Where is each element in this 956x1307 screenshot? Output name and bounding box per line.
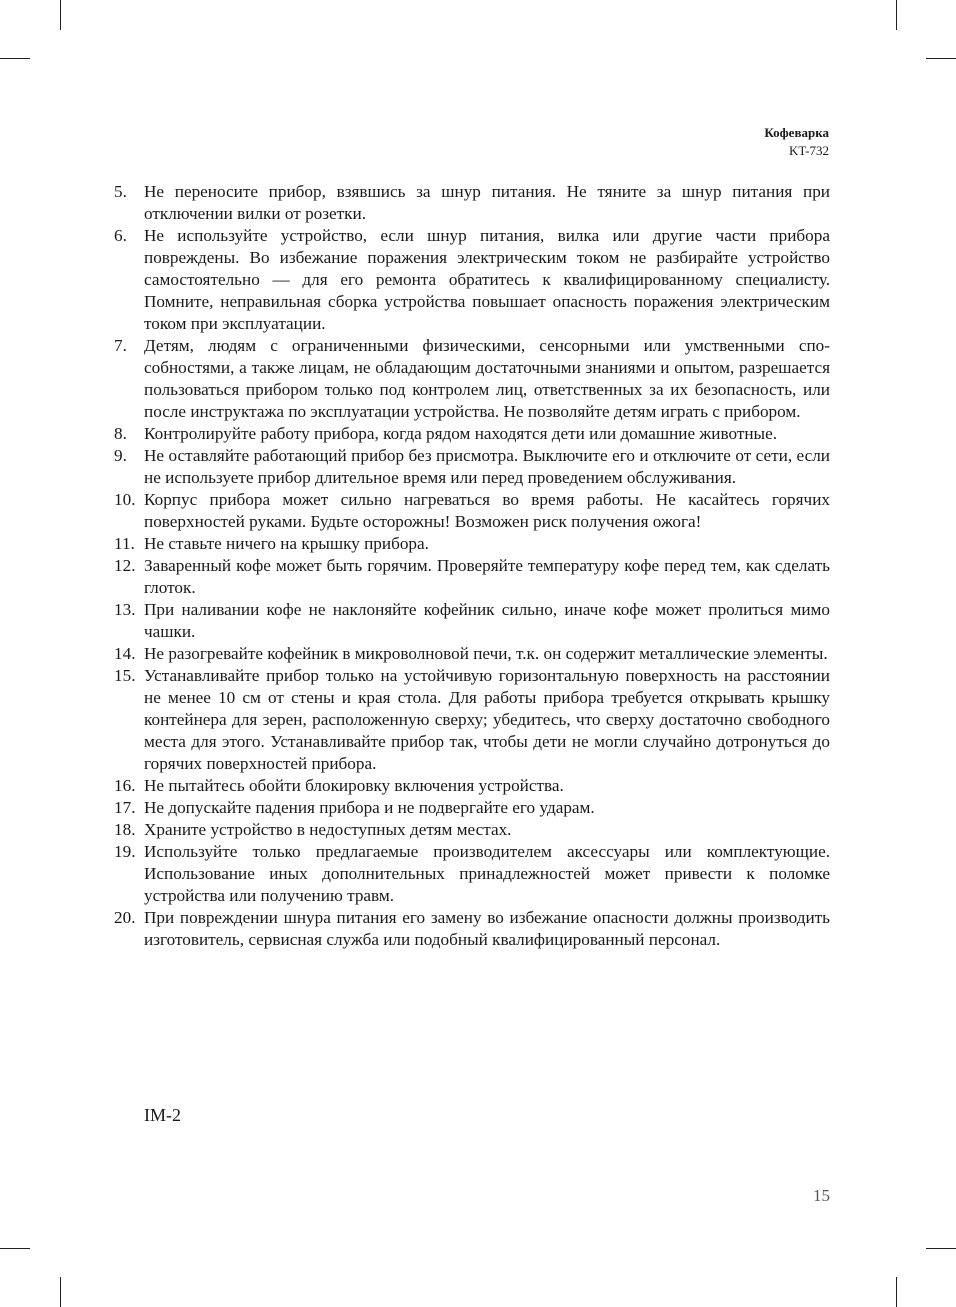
list-item <box>114 489 830 533</box>
list-item <box>114 533 830 555</box>
list-item <box>114 775 830 797</box>
list-item-text: Детям, людям с ограниченными физическими, сенсорными или умственными способностями, а также лицам, не обладающим достаточными знаниями и опытом, разрешается пользоваться прибором только под контролем лиц, ответственных за их безопасность, или после инструктажа по эксплуатации устройства. Не позволяйте детям играть с прибором. <box>144 336 830 421</box>
crop-mark-bottom-left <box>60 1277 61 1307</box>
crop-mark-right-top <box>926 58 956 59</box>
list-item-text: При повреждении шнура питания его замену во избежание опасности должны производить изготовитель, сервисная служба или подобный квалифицированный персонал. <box>144 908 830 949</box>
list-item-number: 13. <box>114 600 136 619</box>
list-item-number: 9. <box>114 446 127 465</box>
crop-mark-left-top <box>0 58 30 59</box>
list-item-text: Контролируйте работу прибора, когда рядом находятся дети или домашние животные. <box>144 424 778 443</box>
list-item <box>114 907 830 951</box>
list-item-text: Не допускайте падения прибора и не подвергайте его ударам. <box>144 798 595 817</box>
list-item-text: Не разогревайте кофейник в микроволновой печи, т.к. он содержит металлические элементы. <box>144 644 828 663</box>
list-item-text: Заваренный кофе может быть горячим. Проверяйте температуру кофе перед тем, как сделать глоток. <box>144 556 830 597</box>
list-item <box>114 225 830 335</box>
list-item <box>114 423 830 445</box>
list-item-text: Не оставляйте работающий прибор без присмотра. Выключите его и отключите от сети, если не используете прибор длительное время или перед проведением обслуживания. <box>144 446 830 487</box>
list-item-number: 10. <box>114 490 136 509</box>
list-item-text: Корпус прибора может сильно нагреваться во время работы. Не касайтесь горячих поверхностей руками. Будьте осторожны! Возможен риск получения ожога! <box>144 490 830 531</box>
list-item-number: 7. <box>114 336 127 355</box>
crop-mark-top-left <box>60 0 61 30</box>
list-item <box>114 445 830 489</box>
crop-mark-bottom-right <box>896 1277 897 1307</box>
header-model: KT-732 <box>789 143 829 158</box>
list-item-number: 14. <box>114 644 136 663</box>
list-item <box>114 797 830 819</box>
list-item-number: 5. <box>114 182 127 201</box>
crop-mark-top-right <box>896 0 897 30</box>
list-item-text: При наливании кофе не наклоняйте кофейник сильно, иначе кофе может пролиться мимо чашки. <box>144 600 830 641</box>
list-item-number: 15. <box>114 666 136 685</box>
list-item-number: 19. <box>114 842 136 861</box>
list-item-text: Храните устройство в недоступных детям местах. <box>144 820 512 839</box>
list-item <box>114 819 830 841</box>
list-item-number: 12. <box>114 556 136 575</box>
list-item <box>114 335 830 423</box>
list-item-text: Не переносите прибор, взявшись за шнур питания. Не тяните за шнур питания при отключении вилки от розетки. <box>144 182 830 223</box>
list-item <box>114 643 830 665</box>
list-item <box>114 665 830 775</box>
list-item <box>114 841 830 907</box>
document-code: IM-2 <box>144 1105 181 1125</box>
list-item-number: 18. <box>114 820 136 839</box>
list-item-text: Не используйте устройство, если шнур питания, вилка или другие части прибора повреждены. Во избежание поражения электрическим током не разбирайте устройство самостоятельно — для его ремонта обратитесь к квалифицированному специалисту. Помните, неправильная сборка устройства повышает опасность поражения электрическим током при эксплуатации. <box>144 226 830 333</box>
list-item-text: Устанавливайте прибор только на устойчивую горизонтальную поверхность на расстоянии не менее 10 см от стены и края стола. Для работы прибора требуется открывать крышку контейнера для зерен, расположенную сверху; убедитесь, что сверху достаточно свободного места для этого. Устанавливайте прибор так, чтобы дети не могли случайно дотронуться до горячих поверхностей прибора. <box>144 666 830 773</box>
header-title: Кофеварка <box>764 125 829 140</box>
list-item <box>114 555 830 599</box>
list-item-number: 6. <box>114 226 127 245</box>
running-header <box>764 124 829 160</box>
page-number: 15 <box>813 1186 830 1205</box>
list-item-number: 20. <box>114 908 136 927</box>
crop-mark-left-bottom <box>0 1248 30 1249</box>
list-item-text: Не ставьте ничего на крышку прибора. <box>144 534 429 553</box>
list-item-number: 17. <box>114 798 136 817</box>
list-item-text: Используйте только предлагаемые производителем аксессуары или комплектующие. Использование иных дополнительных принадлежностей может привести к поломке устройства или получению травм. <box>144 842 830 905</box>
list-item <box>114 181 830 225</box>
list-item-number: 16. <box>114 776 136 795</box>
list-item-number: 11. <box>114 534 135 553</box>
safety-instructions-list <box>114 181 830 951</box>
list-item <box>114 599 830 643</box>
crop-mark-right-bottom <box>926 1248 956 1249</box>
list-item-number: 8. <box>114 424 127 443</box>
list-item-text: Не пытайтесь обойти блокировку включения устройства. <box>144 776 564 795</box>
